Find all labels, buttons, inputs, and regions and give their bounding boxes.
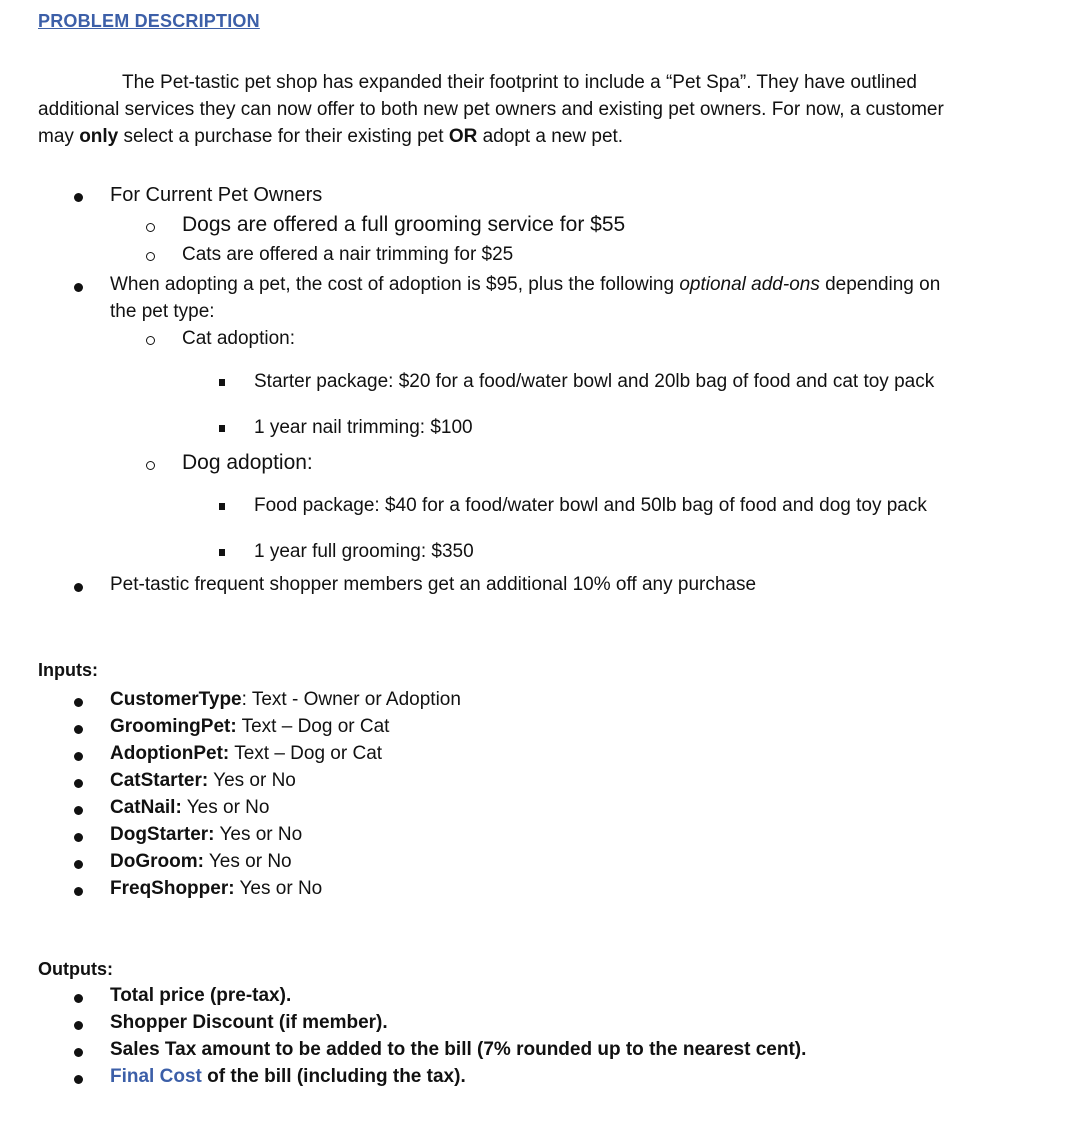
bullet-icon bbox=[74, 779, 83, 788]
bullet-icon bbox=[74, 698, 83, 707]
owners-item-cat: Cats are offered a nair trimming for $25 bbox=[182, 244, 514, 265]
inputs-heading: Inputs: bbox=[38, 660, 98, 680]
owners-heading: For Current Pet Owners bbox=[110, 184, 323, 206]
dog-item-grooming: 1 year full grooming: $350 bbox=[254, 541, 474, 562]
bullet-icon bbox=[74, 860, 83, 869]
cat-item-starter: Starter package: $20 for a food/water bowl and 20lb bag of food and cat toy pack bbox=[254, 371, 935, 392]
intro-line-1: The Pet-tastic pet shop has expanded their footprint to include a “Pet Spa”. They have outlined bbox=[122, 72, 917, 93]
bullet-icon bbox=[74, 994, 83, 1003]
bullet-icon bbox=[74, 833, 83, 842]
input-item: CustomerType: Text - Owner or Adoption bbox=[110, 689, 461, 710]
output-item-final: Final Cost of the bill (including the tax). bbox=[110, 1066, 466, 1087]
intro-line-2: additional services they can now offer to both new pet owners and existing pet owners. For now, a customer bbox=[38, 99, 944, 120]
output-item: Shopper Discount (if member). bbox=[110, 1012, 388, 1033]
bullet-icon bbox=[74, 725, 83, 734]
output-item: Total price (pre-tax). bbox=[110, 985, 292, 1006]
input-item: DogStarter: Yes or No bbox=[110, 824, 303, 845]
cat-item-nail: 1 year nail trimming: $100 bbox=[254, 417, 473, 438]
dog-item-food: Food package: $40 for a food/water bowl and 50lb bag of food and dog toy pack bbox=[254, 495, 927, 516]
square-bullet-icon bbox=[219, 379, 225, 386]
intro-line-3: may only select a purchase for their existing pet OR adopt a new pet. bbox=[38, 126, 624, 147]
owners-item-dog: Dogs are offered a full grooming service for $55 bbox=[182, 213, 626, 236]
bullet-icon bbox=[74, 1021, 83, 1030]
output-item: Sales Tax amount to be added to the bill (7% rounded up to the nearest cent). bbox=[110, 1039, 807, 1060]
circle-bullet-icon bbox=[146, 252, 155, 261]
bullet-icon bbox=[74, 1075, 83, 1084]
bullet-icon bbox=[74, 752, 83, 761]
circle-bullet-icon bbox=[146, 336, 155, 345]
input-item: GroomingPet: Text – Dog or Cat bbox=[110, 716, 390, 737]
circle-bullet-icon bbox=[146, 461, 155, 470]
bullet-icon bbox=[74, 806, 83, 815]
cat-adoption-heading: Cat adoption: bbox=[182, 328, 296, 349]
member-line: Pet-tastic frequent shopper members get an additional 10% off any purchase bbox=[110, 574, 757, 595]
input-item: CatNail: Yes or No bbox=[110, 797, 270, 818]
bullet-icon bbox=[74, 583, 83, 592]
adopt-line-1: When adopting a pet, the cost of adoption is $95, plus the following optional add-ons depending on bbox=[110, 274, 941, 295]
square-bullet-icon bbox=[219, 549, 225, 556]
input-item: CatStarter: Yes or No bbox=[110, 770, 296, 791]
input-item: FreqShopper: Yes or No bbox=[110, 878, 323, 899]
bullet-icon bbox=[74, 1048, 83, 1057]
square-bullet-icon bbox=[219, 503, 225, 510]
bullet-icon bbox=[74, 283, 83, 292]
page-title: PROBLEM DESCRIPTION bbox=[38, 11, 260, 31]
circle-bullet-icon bbox=[146, 223, 155, 232]
input-item: DoGroom: Yes or No bbox=[110, 851, 292, 872]
adopt-line-2: the pet type: bbox=[110, 301, 215, 322]
square-bullet-icon bbox=[219, 425, 225, 432]
outputs-heading: Outputs: bbox=[38, 959, 113, 979]
input-item: AdoptionPet: Text – Dog or Cat bbox=[110, 743, 383, 764]
bullet-icon bbox=[74, 193, 83, 202]
dog-adoption-heading: Dog adoption: bbox=[182, 451, 313, 474]
bullet-icon bbox=[74, 887, 83, 896]
